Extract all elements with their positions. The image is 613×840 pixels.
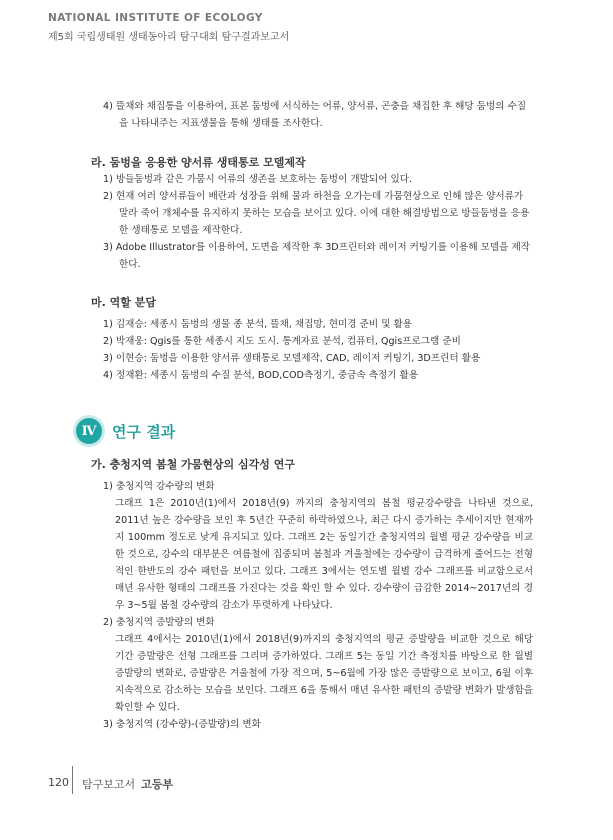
section-ra-list xyxy=(103,171,533,273)
list-item: 4) 뜰채와 채집통을 이용하여, 표본 둠벙에 서식하는 어류, 양서류, 곤충을 채집한 후 해당 둠벙의 수질을 나타내주는 지표생물을 통해 생태를 조사한다. xyxy=(103,101,527,129)
footer-report-label: 탐구보고서 xyxy=(82,778,136,791)
chapter-numeral-badge: Ⅳ xyxy=(76,418,102,444)
subsection-title: 1) 충청지역 강수량의 변화 xyxy=(103,481,215,492)
chapter-title: 연구 결과 xyxy=(112,422,176,441)
list-item: 2) 현재 여러 양서류들이 배란과 성장을 위해 물과 하천을 오가는데 가뭄현상으로 인해 많은 양서류가 말라 죽어 개체수를 유지하지 못하는 모습을 보이고 있다. 이에 대한 해결방법으로 방들둠벙을 응용한 생태통로 모델을 제작한다. xyxy=(103,191,530,236)
list-item: 2) 박재웅: Qgis를 통한 세종시 지도 도시. 통계자료 분석, 컴퓨터, Qgis프로그램 준비 xyxy=(103,336,461,347)
footer-divider xyxy=(72,766,73,794)
list-item: 1) 김재승: 세종시 둠벙의 생물 종 분석, 뜰채, 채집망, 현미경 준비 및 활용 xyxy=(103,319,413,330)
section-heading-ga: 가. 충청지역 봄철 가뭄현상의 심각성 연구 xyxy=(91,458,295,471)
subsection-body: 그래프 1은 2010년(1)에서 2018년(9) 까지의 충청지역의 봄철 평균강수량을 나타낸 것으로, 2011년 높은 강수량을 보인 후 5년간 꾸준히 하락하였으나, 최근 다시 증가하는 추세이지만 현재까지 100mm 정도로 낮게 유지되고 있다. 그래프 2는 동일기간 충청지역의 월별 평균 강수량을 비교한 것으로, 강수의 대부분은 여름철에 집중되며 봄철과 겨울철에는 강수량이 급격하게 줄어드는 전형적인 한반도의 강수 패턴을 보이고 있다. 그래프 3에서는 연도별 월별 강수 그래프를 비교함으로서 매년 유사한 형태의 그래프를 가진다는 것을 확인 할 수 있다. 강수량이 급감한 2014~2017년의 경우 3~5월 봄철 강수량의 감소가 뚜렷하게 나타났다. xyxy=(115,498,533,611)
footer-division: 고등부 xyxy=(141,778,174,791)
subsection-title: 2) 충청지역 증발량의 변화 xyxy=(103,617,215,628)
list-item: 3) 이현승: 둠벙을 이용한 양서류 생태통로 모델제작, CAD, 레이저 커팅기, 3D프린터 활용 xyxy=(103,353,481,364)
page-number: 120 xyxy=(48,776,69,789)
subsection-title: 3) 충청지역 (강수량)-(증발량)의 변화 xyxy=(103,719,261,730)
header-report-title: 제5회 국립생태원 생태동아리 탐구대회 탐구결과보고서 xyxy=(48,32,290,43)
section-heading-ra: 라. 둠벙을 응용한 양서류 생태통로 모델제작 xyxy=(91,156,306,169)
footer-label xyxy=(82,776,173,792)
chapter-header xyxy=(76,418,175,444)
list-item: 3) Adobe Illustrator를 이용하여, 도면을 제작한 후 3D프린터와 레이저 커팅기를 이용해 모델을 제작한다. xyxy=(103,242,531,270)
header-institute-name: NATIONAL INSTITUTE OF ECOLOGY xyxy=(48,12,263,24)
subsection-body: 그래프 4에서는 2010년(1)에서 2018년(9)까지의 충청지역의 평균 증발량을 비교한 것으로 해당 기간 증발량은 선형 그래프를 그리며 증가하였다. 그래프 5는 동일 기간 측정치를 바탕으로 한 월별 증발량의 변화로, 증발량은 겨울철에 가장 적으며, 5~6월에 가장 많은 증발량으로 보이고, 6월 이후 지속적으로 감소하는 모습을 보인다. 그래프 6을 통해서 매년 유사한 패턴의 증발량 변화가 발생함을 확인할 수 있다. xyxy=(115,634,533,713)
list-item: 1) 방들둠벙과 같은 가뭄시 어류의 생존을 보호하는 둠벙이 개발되어 있다. xyxy=(103,174,413,185)
section-ga-content xyxy=(103,478,533,733)
section-heading-ma: 마. 역할 분담 xyxy=(91,296,156,309)
list-item: 4) 정재환: 세종시 둠벙의 수질 분석, BOD,COD측정기, 중금속 측정기 활용 xyxy=(103,370,419,381)
section-ma-list xyxy=(103,316,533,384)
previous-section-item xyxy=(103,98,533,132)
